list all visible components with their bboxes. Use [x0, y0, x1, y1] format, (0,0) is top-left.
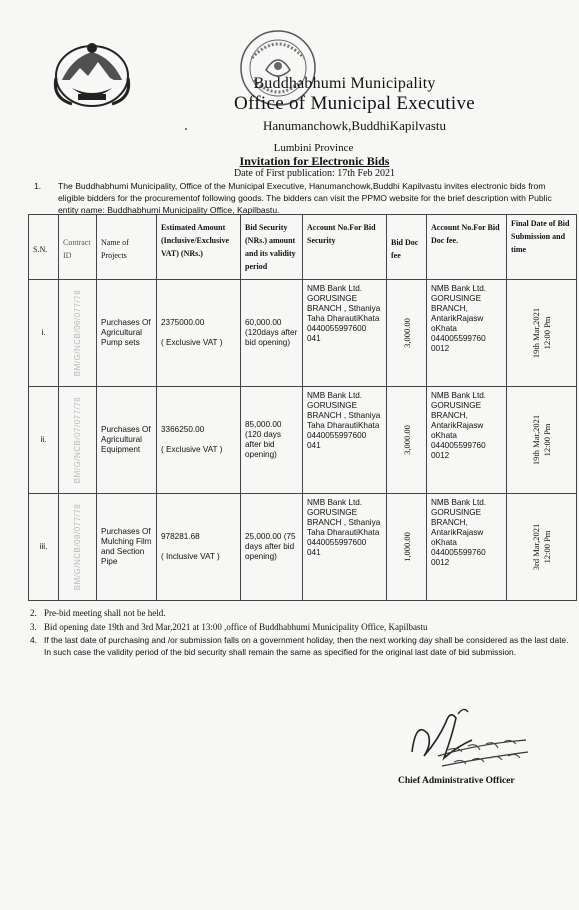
row-sn: i. — [29, 280, 59, 387]
row-final-date: 19th Mar,2021 — [530, 414, 541, 466]
row-amount: 2375000.00 — [161, 318, 205, 327]
notice-title: Invitation for Electronic Bids — [239, 154, 390, 168]
col-header-final-date: Final Date of Bid Submission and time — [507, 215, 577, 280]
note-number: 3. — [30, 622, 37, 632]
row-sn: iii. — [29, 494, 59, 601]
row-doc-fee: 3,000.00 — [401, 425, 412, 455]
row-contract-id: BM/G/NCB/06/077/78 — [72, 289, 82, 377]
row-amount-cell — [157, 280, 241, 387]
row-account-fee: NMB Bank Ltd. GORUSINGE BRANCH, AntarikRajasw oKhata 044005599760 0012 — [427, 494, 507, 601]
row-security: 60,000.00 (120days after bid opening) — [241, 280, 303, 387]
row-security: 25,000.00 (75 days after bid opening) — [241, 494, 303, 601]
row-final-date: 3rd Mar,2021 — [530, 523, 541, 571]
row-doc-fee-cell — [387, 387, 427, 494]
row-doc-fee-cell — [387, 280, 427, 387]
note-number: 4. — [30, 635, 37, 645]
row-final-date-wrap — [531, 308, 553, 358]
intro-text: The Buddhabhumi Municipality, Office of the Municipal Executive, Hanumanchowk,Buddhi Kapilvastu invites electronic bids from eligible bidders for the procurementof following goods. The bidders can visit the PPMO website for the brief description with Public entity name: Buddhabhumi Municipality Office, Kapilbastu. — [58, 181, 552, 215]
row-final-date-wrap — [531, 524, 553, 570]
col-header-security: Bid Security (NRs.) amount and its validity period — [241, 215, 303, 280]
col-header-account-security: Account No.For Bid Security — [303, 215, 387, 280]
table-row — [29, 494, 577, 601]
signature-icon — [398, 700, 538, 780]
row-project: Purchases Of Agricultural Equipment — [97, 387, 157, 494]
row-final-time: 12:00 Pm — [541, 423, 552, 457]
note-text: Bid opening date 19th and 3rd Mar,2021 at 13:00 ,office of Buddhabhumi Municipality Office, Kapilbastu — [44, 622, 428, 632]
note-text: Pre-bid meeting shall not be held. — [44, 608, 166, 618]
row-vat: ( Inclusive VAT ) — [161, 552, 220, 561]
row-project: Purchases Of Agricultural Pump sets — [97, 280, 157, 387]
office-address: Hanumanchowk,BuddhiKapilvastu — [262, 118, 447, 133]
row-final-date-cell — [507, 494, 577, 601]
row-doc-fee: 3,000.00 — [401, 318, 412, 348]
row-amount-cell — [157, 387, 241, 494]
table-row — [29, 387, 577, 494]
signatory-title: Chief Administrative Officer — [398, 776, 515, 786]
publication-date: Date of First publication: 17th Feb 2021 — [233, 168, 396, 179]
row-account-security: NMB Bank Ltd. GORUSINGE BRANCH , Sthaniya Taha DharautiKhata 0440055997600 041 — [303, 387, 387, 494]
speck — [185, 128, 187, 130]
row-account-security: NMB Bank Ltd. GORUSINGE BRANCH , Sthaniya Taha DharautiKhata 0440055997600 041 — [303, 494, 387, 601]
col-header-amount: Estimated Amount (Inclusive/Exclusive VAT) (NRs.) — [157, 215, 241, 280]
row-account-fee: NMB Bank Ltd. GORUSINGE BRANCH, AntarikRajasw oKhata 044005599760 0012 — [427, 280, 507, 387]
province: Lumbini Province — [273, 142, 354, 154]
row-final-time: 12:00 Pm — [541, 530, 552, 564]
row-doc-fee: 1,000.00 — [401, 532, 412, 562]
row-contract-id: BM/G/NCB/07/077/78 — [72, 396, 82, 484]
row-contract-id: BM/G/NCB/08/077/78 — [72, 503, 82, 591]
row-doc-fee-cell — [387, 494, 427, 601]
row-security: 85,000.00 (120 days after bid opening) — [241, 387, 303, 494]
row-contract-id-cell — [59, 494, 97, 601]
row-contract-id-cell — [59, 387, 97, 494]
row-contract-id-cell — [59, 280, 97, 387]
col-header-sn: S.N. — [29, 215, 59, 280]
row-final-time: 12:00 Pm — [541, 316, 552, 350]
row-vat: ( Exclusive VAT ) — [161, 445, 223, 454]
note-number: 2. — [30, 608, 37, 618]
row-amount: 3366250.00 — [161, 425, 205, 434]
note-item — [30, 634, 570, 658]
note-item — [30, 606, 570, 620]
org-name: Buddhabhumi Municipality — [253, 75, 436, 92]
row-final-date: 19th Mar,2021 — [530, 307, 541, 359]
col-header-contract-id: Contract ID — [59, 215, 97, 280]
intro-paragraph — [34, 180, 568, 216]
row-amount: 978281.68 — [161, 532, 200, 541]
col-header-project: Name of Projects — [97, 215, 157, 280]
note-text: If the last date of purchasing and /or submission falls on a government holiday, then the next working day shall be considered as the last date. In such case the validity period of the bid security shall remain the same as specified for the original last date of bid submission. — [44, 635, 569, 657]
row-account-security: NMB Bank Ltd. GORUSINGE BRANCH , Sthaniya Taha DharautiKhata 0440055997600 041 — [303, 280, 387, 387]
table-row — [29, 280, 577, 387]
col-header-account-fee: Account No.For Bid Doc fee. — [427, 215, 507, 280]
office-name: Office of Municipal Executive — [233, 93, 475, 114]
intro-number: 1. — [34, 181, 42, 191]
col-header-doc-fee: Bid Doc fee — [387, 215, 427, 280]
notes-list — [30, 606, 570, 658]
row-amount-cell — [157, 494, 241, 601]
row-final-date-wrap — [531, 415, 553, 465]
row-final-date-cell — [507, 387, 577, 494]
row-sn: ii. — [29, 387, 59, 494]
table-header-row — [29, 215, 577, 280]
bids-table — [28, 214, 577, 601]
row-project: Purchases Of Mulching Film and Section Pipe — [97, 494, 157, 601]
row-final-date-cell — [507, 280, 577, 387]
row-vat: ( Exclusive VAT ) — [161, 338, 223, 347]
row-account-fee: NMB Bank Ltd. GORUSINGE BRANCH, AntarikRajasw oKhata 044005599760 0012 — [427, 387, 507, 494]
note-item — [30, 620, 570, 634]
